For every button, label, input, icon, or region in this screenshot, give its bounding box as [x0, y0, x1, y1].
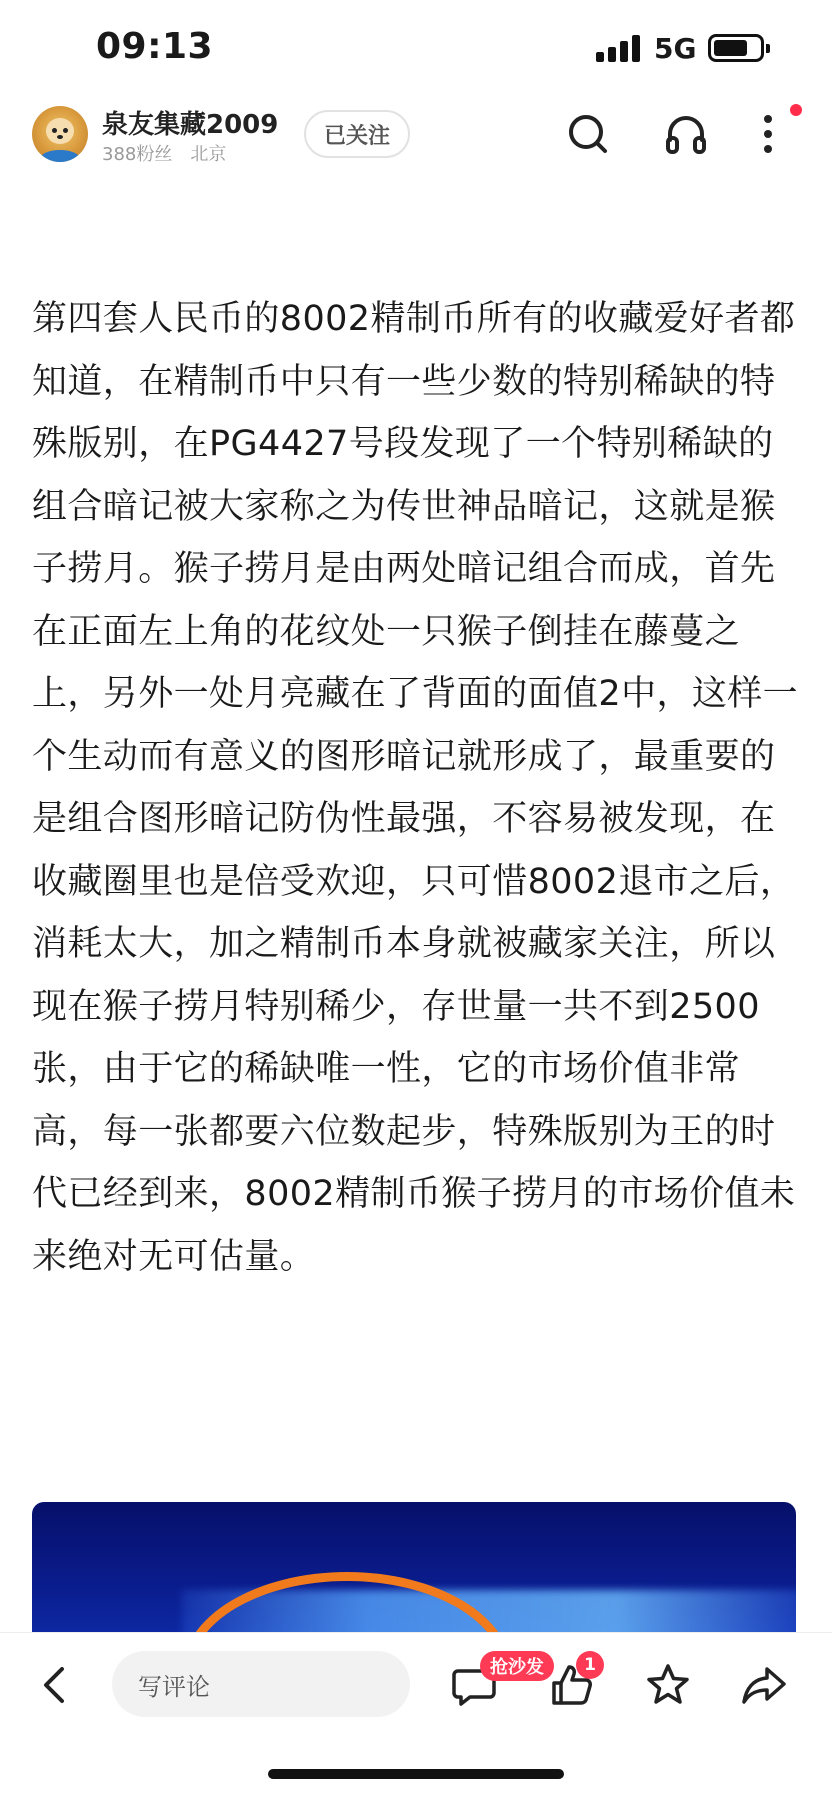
author-header	[0, 96, 832, 184]
article-image[interactable]	[32, 1502, 796, 1642]
avatar[interactable]	[32, 106, 88, 162]
follower-count: 388粉丝	[102, 144, 173, 165]
signal-icon	[596, 34, 642, 62]
share-icon[interactable]	[740, 1661, 788, 1709]
author-location: 北京	[190, 144, 227, 165]
author-meta	[102, 140, 226, 166]
comment-input[interactable]: 写评论	[112, 1651, 410, 1717]
sofa-badge: 抢沙发	[480, 1651, 554, 1681]
battery-icon	[708, 34, 764, 62]
star-icon[interactable]	[644, 1661, 692, 1709]
home-indicator	[268, 1769, 564, 1779]
author-name[interactable]: 泉友集藏2009	[102, 110, 279, 140]
follow-button[interactable]: 已关注	[304, 110, 410, 158]
article-body: 第四套人民币的8002精制币所有的收藏爱好者都知道，在精制币中只有一些少数的特别稀缺的特殊版别，在PG4427号段发现了一个特别稀缺的组合暗记被大家称之为传世神品暗记，这就是猴子捞月。猴子捞月是由两处暗记组合而成，首先在正面左上角的花纹处一只猴子倒挂在藤蔓之上，另外一处月亮藏在了背面的面值2中，这样一个生动而有意义的图形暗记就形成了，最重要的是组合图形暗记防伪性最强，不容易被发现，在收藏圈里也是倍受欢迎，只可惜8002退市之后，消耗太大，加之精制币本身就被藏家关注，所以现在猴子捞月特别稀少，存世量一共不到2500张，由于它的稀缺唯一性，它的市场价值非常高，每一张都要六位数起步，特殊版别为王的时代已经到来，8002精制币猴子捞月的市场价值未来绝对无可估量。	[32, 299, 799, 1277]
back-icon[interactable]	[34, 1663, 78, 1707]
like-count-badge: 1	[576, 1651, 604, 1679]
headphones-icon[interactable]	[662, 110, 710, 158]
more-icon[interactable]	[744, 110, 792, 158]
status-bar	[0, 0, 832, 96]
network-label: 5G	[654, 32, 697, 65]
notification-dot	[790, 104, 802, 116]
battery-fill	[714, 40, 747, 56]
status-time: 09:13	[96, 26, 214, 67]
search-icon[interactable]	[564, 110, 612, 158]
bottom-action-bar	[0, 1632, 832, 1800]
